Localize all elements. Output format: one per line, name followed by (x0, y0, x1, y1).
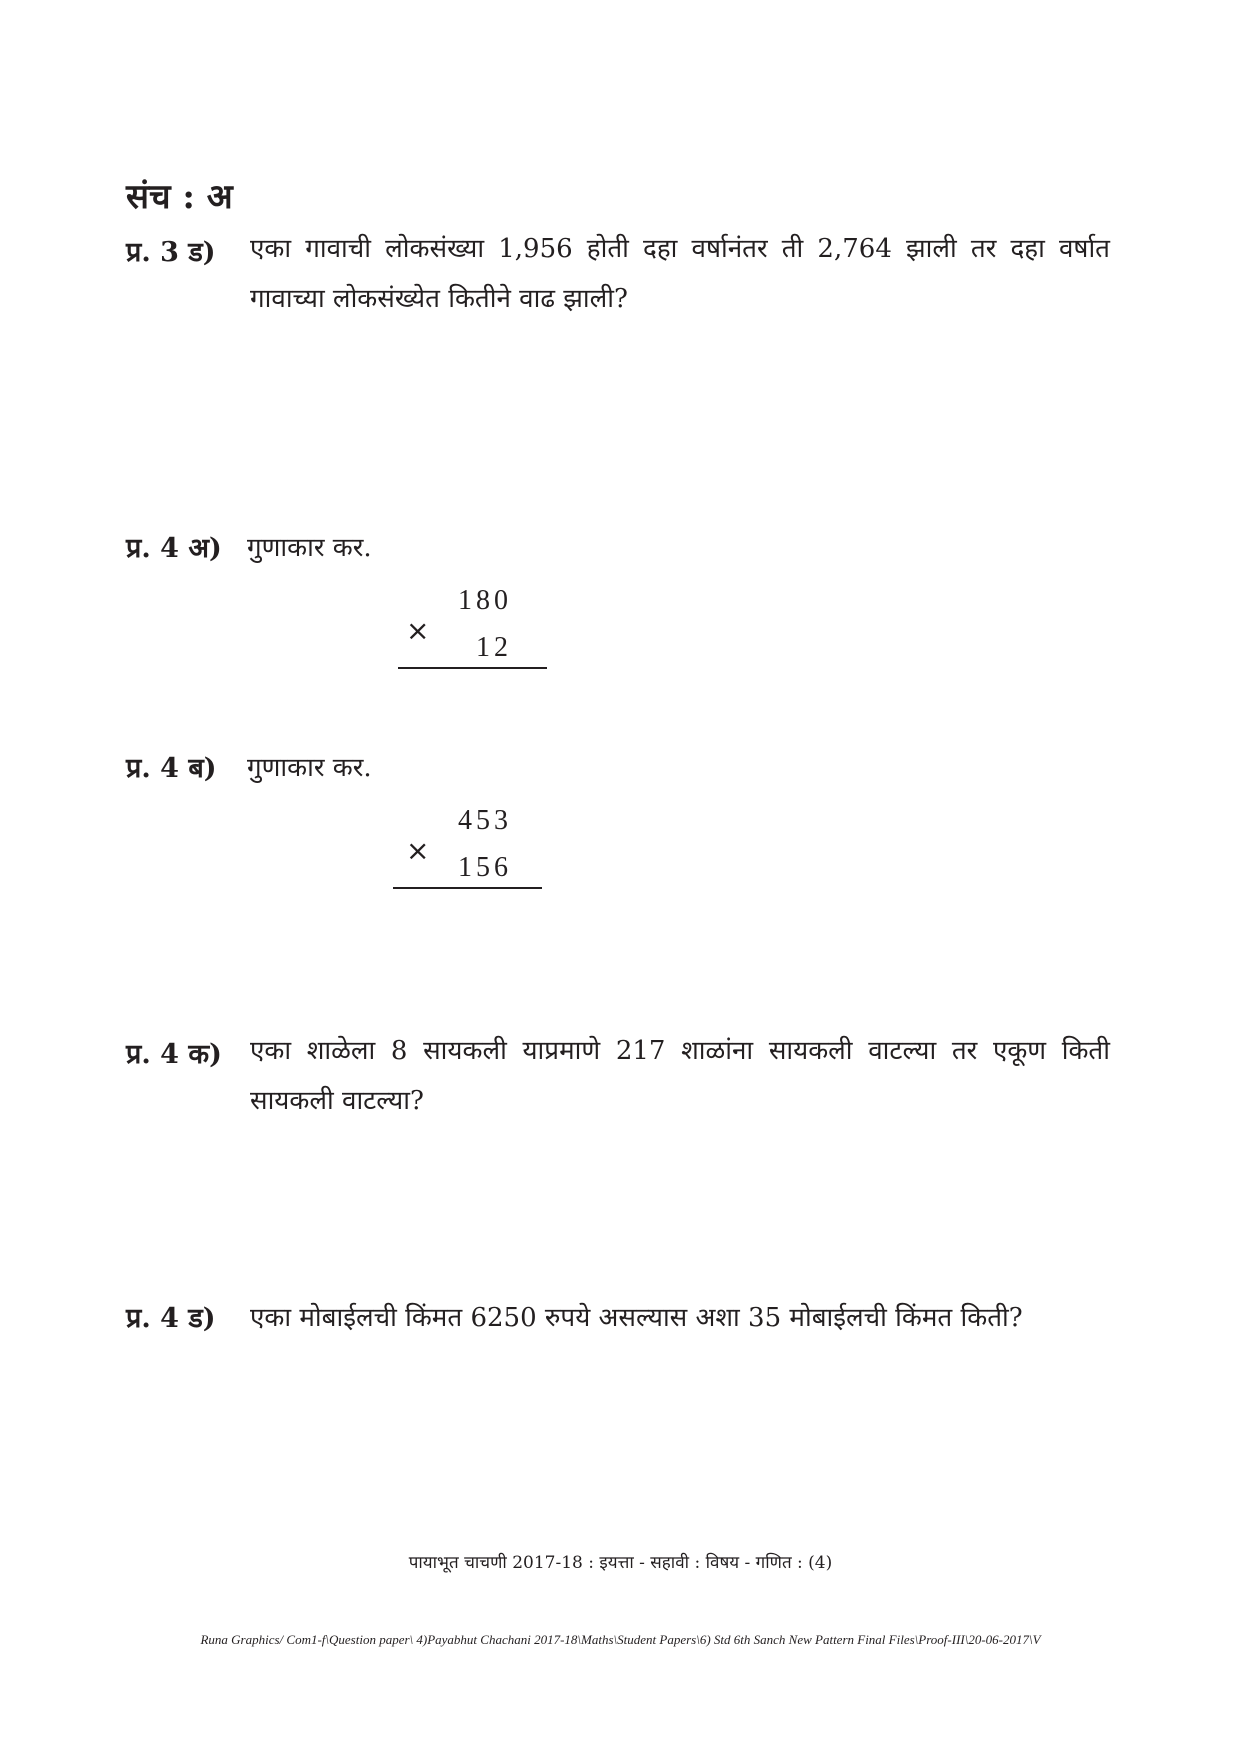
question-text-3d: एका गावाची लोकसंख्या 1,956 होती दहा वर्षानंतर ती 2,764 झाली तर दहा वर्षात गावाच्या लोकसंख्येत कितीने वाढ झाली? (250, 234, 1110, 314)
multiplicand-4b: 453 (458, 805, 512, 836)
page-footer: पायाभूत चाचणी 2017-18 : इयत्ता - सहावी : विषय - गणित : (4) (408, 1553, 833, 1573)
question-text-4a: गुणाकार कर. (247, 533, 372, 563)
question-text-4c: एका शाळेला 8 सायकली याप्रमाणे 217 शाळांना सायकली वाटल्या तर एकूण किती सायकली वाटल्या? (250, 1036, 1110, 1116)
answer-line-4b (393, 887, 542, 889)
question-number-3d: प्र. 3 ड) (126, 237, 216, 268)
question-number-4d: प्र. 4 ड) (126, 1303, 216, 1334)
set-heading: संच : अ (126, 177, 233, 217)
answer-line-4a (398, 667, 547, 669)
question-text-4b: गुणाकार कर. (247, 753, 372, 783)
question-number-4a: प्र. 4 अ) (126, 533, 222, 564)
multiply-sign-4b: × (406, 834, 430, 867)
question-number-4c: प्र. 4 क) (126, 1039, 222, 1070)
question-text-4d: एका मोबाईलची किंमत 6250 रुपये असल्यास अशा 35 मोबाईलची किंमत किती? (250, 1303, 1023, 1333)
question-number-4b: प्र. 4 ब) (126, 753, 217, 784)
multiplier-4a: 12 (476, 632, 512, 663)
multiplier-4b: 156 (458, 852, 512, 883)
multiplicand-4a: 180 (458, 585, 512, 616)
file-path-slug: Runa Graphics/ Com1-f\Question paper\ 4)Payabhut Chachani 2017-18\Maths\Student Papers\6) Std 6th Sanch New Pattern Final Files\Proof-III\20-06-2017\V (200, 1632, 1041, 1647)
multiply-sign-4a: × (406, 614, 430, 647)
